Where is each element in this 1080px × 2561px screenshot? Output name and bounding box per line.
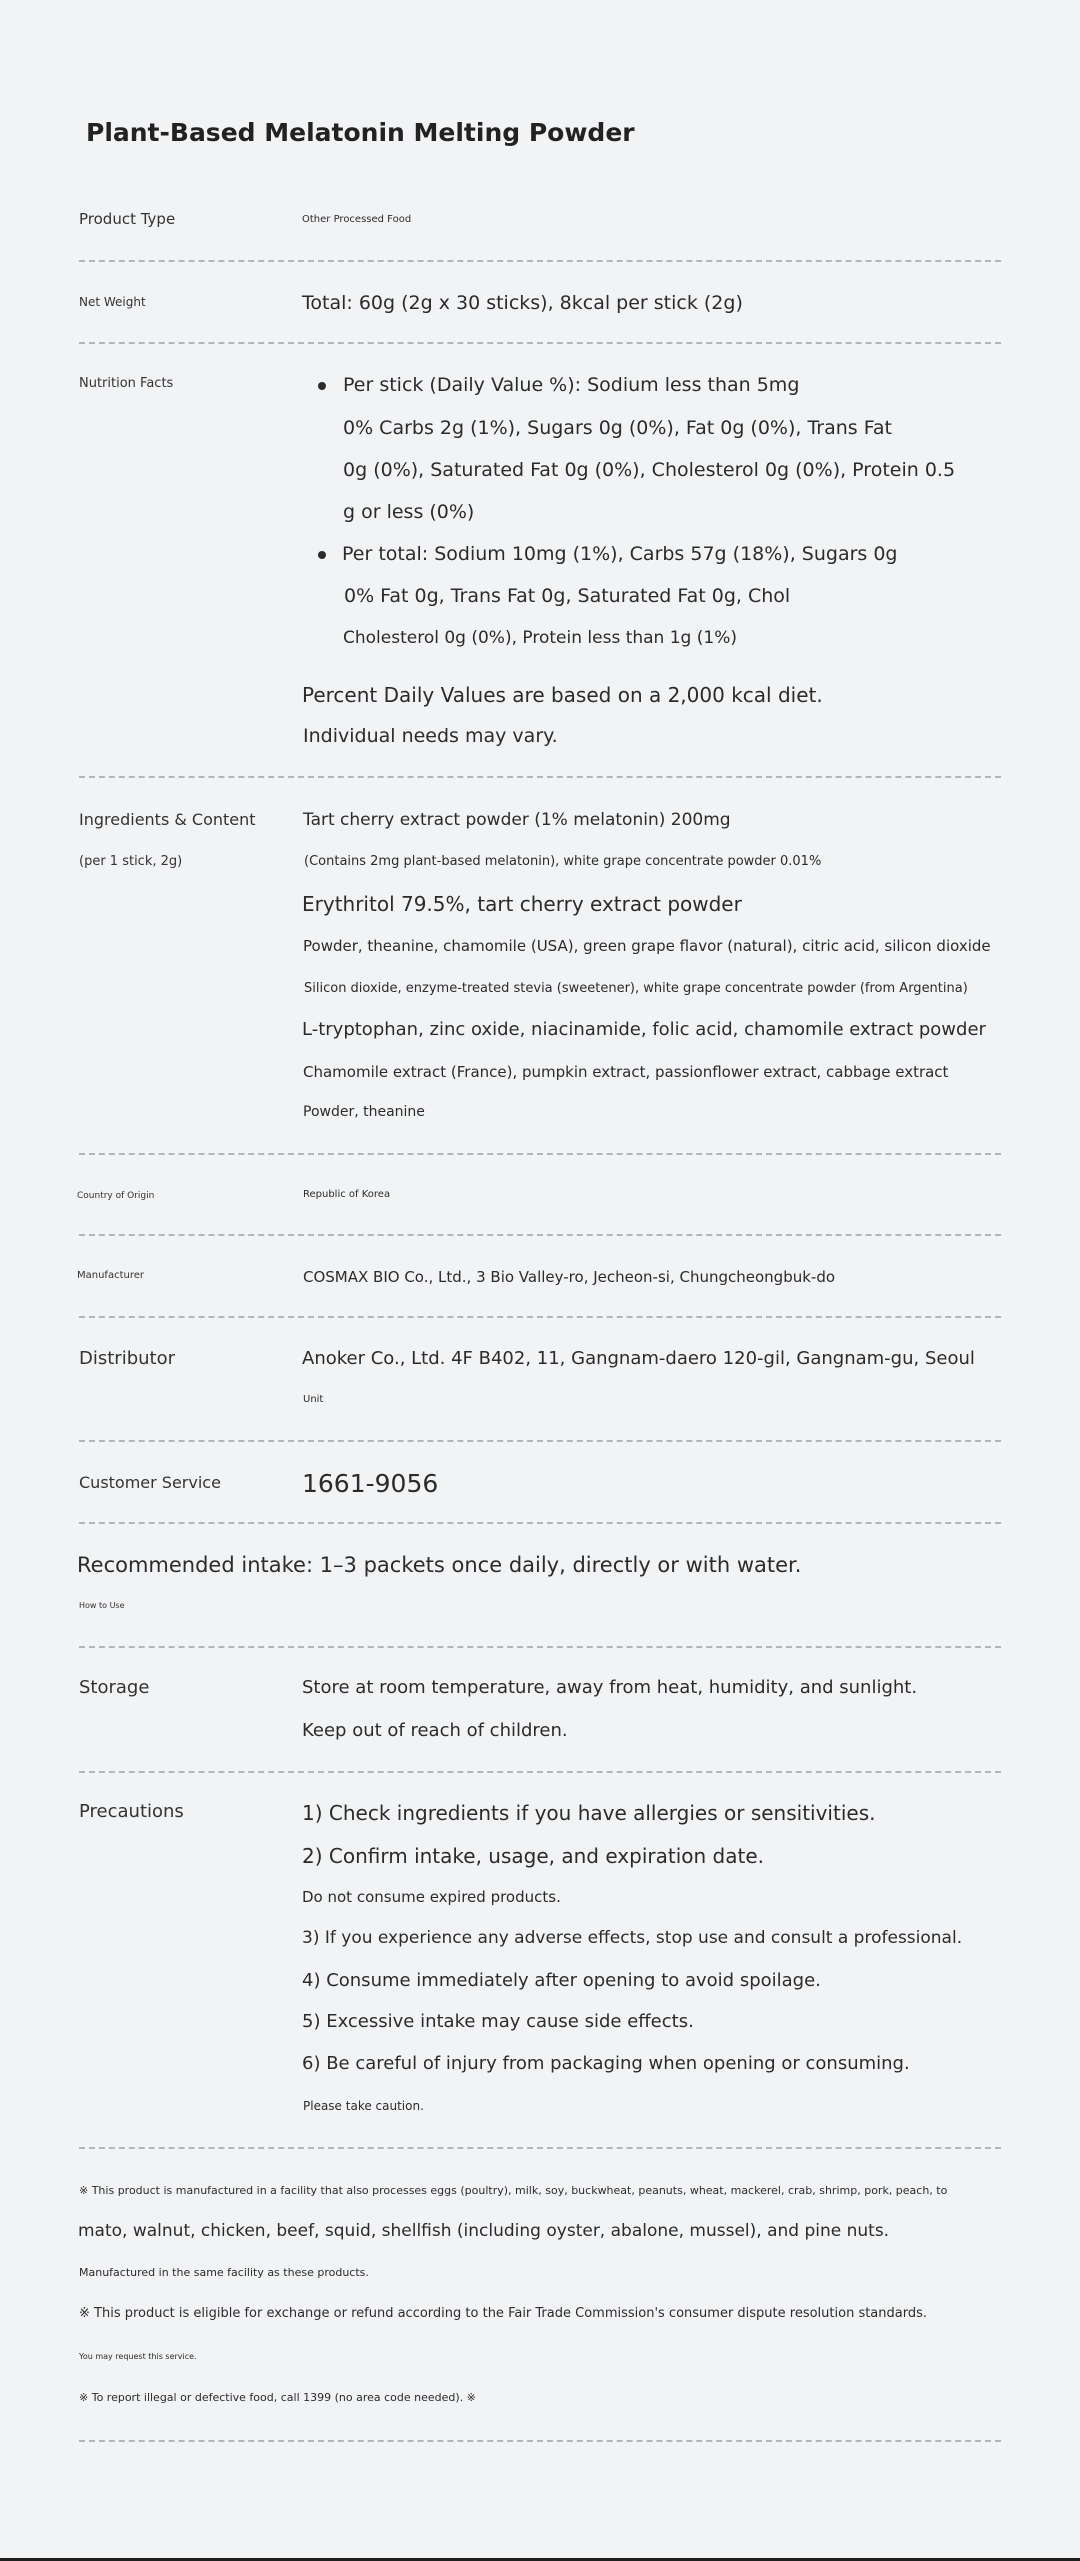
ingredients-line: Powder, theanine (303, 1104, 425, 1120)
precautions-line: 4) Consume immediately after opening to avoid spoilage. (302, 1970, 821, 1991)
storage-label: Storage (79, 1677, 150, 1698)
ingredients-sub-label: (per 1 stick, 2g) (79, 854, 183, 869)
precautions-label: Precautions (79, 1801, 184, 1822)
divider (79, 1153, 1001, 1155)
precautions-line: 1) Check ingredients if you have allergies or sensitivities. (302, 1801, 876, 1825)
nutrition-line: 0% Carbs 2g (1%), Sugars 0g (0%), Fat 0g (0%), Trans Fat (343, 417, 893, 439)
divider (79, 1440, 1001, 1442)
page-title: Plant-Based Melatonin Melting Powder (86, 118, 635, 147)
nutrition-line: g or less (0%) (343, 501, 475, 523)
ingredients-label: Ingredients & Content (79, 810, 256, 829)
divider (79, 2440, 1001, 2442)
notice-line: ※ This product is eligible for exchange or refund according to the Fair Trade Commission's consumer dispute resolution standards. (79, 2306, 928, 2321)
net-weight-label: Net Weight (79, 295, 146, 309)
customer-service-phone: 1661-9056 (302, 1469, 439, 1498)
divider (79, 1316, 1001, 1318)
notice-line: ※ To report illegal or defective food, call 1399 (no area code needed). ※ (79, 2391, 476, 2404)
precautions-line: Please take caution. (303, 2099, 424, 2113)
ingredients-line: Powder, theanine, chamomile (USA), green grape flavor (natural), citric acid, silicon dioxide (303, 937, 991, 955)
nutrition-line: 0g (0%), Saturated Fat 0g (0%), Cholesterol 0g (0%), Protein 0.5 (343, 459, 956, 481)
product-type-value: Other Processed Food (302, 214, 412, 225)
bullet (318, 382, 326, 390)
divider (79, 260, 1001, 262)
ingredients-line: (Contains 2mg plant-based melatonin), white grape concentrate powder 0.01% (304, 854, 822, 869)
manufacturer-label: Manufacturer (77, 1270, 144, 1281)
nutrition-note: Percent Daily Values are based on a 2,000 kcal diet. (302, 683, 823, 707)
nutrition-line: Per stick (Daily Value %): Sodium less than 5mg (343, 374, 800, 396)
storage-line: Store at room temperature, away from heat, humidity, and sunlight. (302, 1677, 918, 1698)
ingredients-line: Chamomile extract (France), pumpkin extract, passionflower extract, cabbage extract (303, 1063, 949, 1081)
nutrition-note: Individual needs may vary. (303, 725, 558, 747)
nutrition-line: 0% Fat 0g, Trans Fat 0g, Saturated Fat 0g, Chol (344, 585, 791, 607)
storage-line: Keep out of reach of children. (302, 1720, 568, 1741)
distributor-value-cont: Unit (303, 1394, 324, 1405)
divider (79, 1234, 1001, 1236)
origin-label: Country of Origin (77, 1191, 155, 1201)
how-to-use-label: How to Use (79, 1601, 125, 1610)
precautions-line: 6) Be careful of injury from packaging when opening or consuming. (302, 2053, 910, 2074)
divider (79, 2147, 1001, 2149)
precautions-line: 3) If you experience any adverse effects, stop use and consult a professional. (302, 1928, 963, 1948)
precautions-line: 5) Excessive intake may cause side effects. (302, 2011, 694, 2032)
nutrition-line: Cholesterol 0g (0%), Protein less than 1g (1%) (343, 628, 737, 648)
notice-line: You may request this service. (79, 2352, 197, 2361)
distributor-value: Anoker Co., Ltd. 4F B402, 11, Gangnam-daero 120-gil, Gangnam-gu, Seoul (302, 1348, 975, 1369)
customer-service-label: Customer Service (79, 1473, 221, 1492)
manufacturer-value: COSMAX BIO Co., Ltd., 3 Bio Valley-ro, Jecheon-si, Chungcheongbuk-do (303, 1268, 836, 1286)
notice-line: mato, walnut, chicken, beef, squid, shellfish (including oyster, abalone, mussel), and pine nuts. (78, 2221, 890, 2241)
nutrition-line: Per total: Sodium 10mg (1%), Carbs 57g (18%), Sugars 0g (342, 543, 898, 565)
ingredients-line: L-tryptophan, zinc oxide, niacinamide, folic acid, chamomile extract powder (302, 1019, 986, 1040)
how-to-use-value: Recommended intake: 1–3 packets once daily, directly or with water. (77, 1553, 802, 1577)
ingredients-line: Tart cherry extract powder (1% melatonin) 200mg (303, 810, 731, 830)
ingredients-line: Silicon dioxide, enzyme-treated stevia (sweetener), white grape concentrate powder (from Argentina) (304, 981, 968, 996)
net-weight-value: Total: 60g (2g x 30 sticks), 8kcal per stick (2g) (302, 292, 743, 314)
nutrition-facts-label: Nutrition Facts (79, 376, 174, 391)
precautions-line: 2) Confirm intake, usage, and expiration date. (302, 1844, 764, 1868)
divider (79, 342, 1001, 344)
distributor-label: Distributor (79, 1348, 176, 1369)
divider (79, 776, 1001, 778)
divider (79, 1646, 1001, 1648)
precautions-line: Do not consume expired products. (302, 1888, 561, 1906)
divider (79, 1522, 1001, 1524)
notice-line: ※ This product is manufactured in a facility that also processes eggs (poultry), milk, soy, buckwheat, peanuts, wheat, mackerel, crab, shrimp, pork, peach, to (79, 2184, 948, 2197)
notice-line: Manufactured in the same facility as these products. (79, 2266, 369, 2279)
bullet (318, 551, 326, 559)
product-type-label: Product Type (79, 210, 176, 228)
divider (79, 1771, 1001, 1773)
ingredients-line: Erythritol 79.5%, tart cherry extract powder (302, 892, 742, 916)
origin-value: Republic of Korea (303, 1189, 391, 1200)
